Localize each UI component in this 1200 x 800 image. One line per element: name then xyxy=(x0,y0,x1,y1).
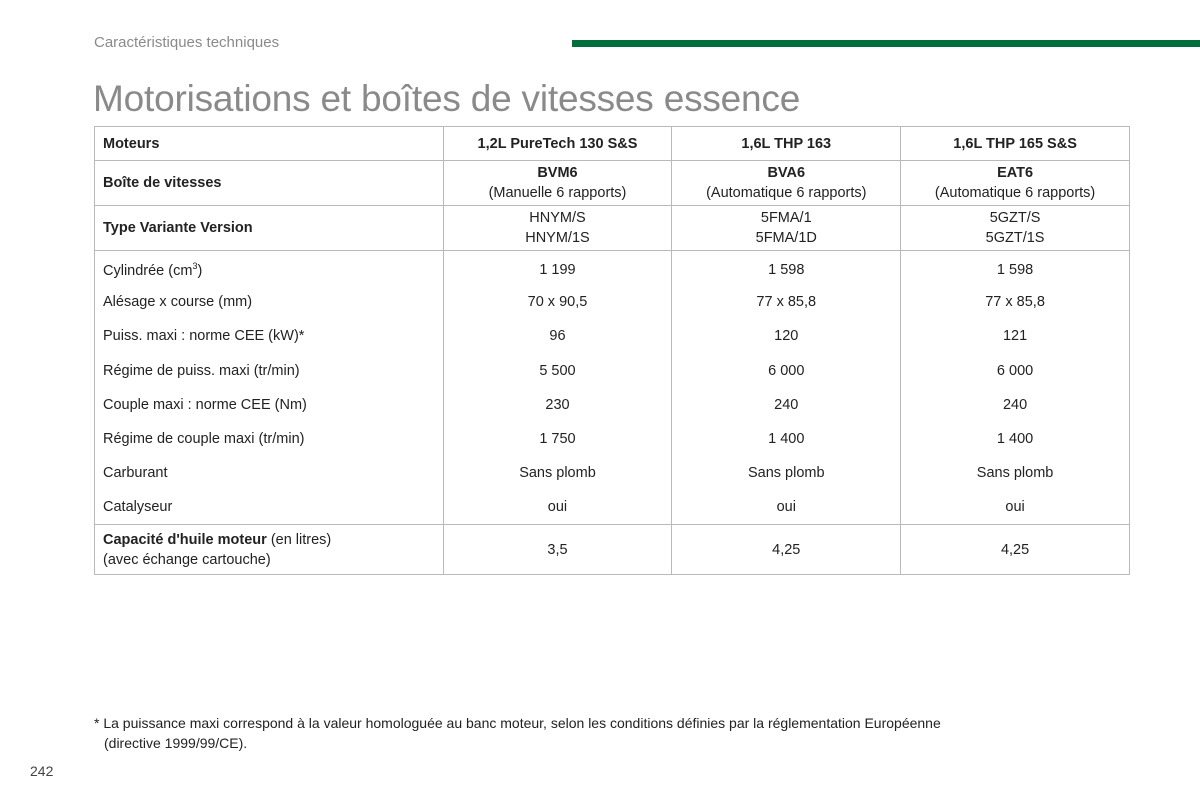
row-value: Sans plomb xyxy=(443,456,672,490)
row-value: 6 000 xyxy=(672,353,901,387)
gearbox-label: Boîte de vitesses xyxy=(95,161,444,206)
row-value: 240 xyxy=(672,388,901,422)
row-value: 70 x 90,5 xyxy=(443,285,672,319)
row-value: Sans plomb xyxy=(672,456,901,490)
gearbox-description: (Automatique 6 rapports) xyxy=(706,185,867,201)
gearbox-row xyxy=(95,161,1130,206)
table-row xyxy=(95,251,1130,285)
oil-capacity-value: 3,5 xyxy=(443,525,672,575)
row-value: 6 000 xyxy=(901,353,1130,387)
row-value: 121 xyxy=(901,319,1130,353)
page-title: Motorisations et boîtes de vitesses essence xyxy=(93,78,801,119)
type-variant-label: Type Variante Version xyxy=(95,206,444,251)
row-value: oui xyxy=(443,491,672,525)
row-value: 1 598 xyxy=(901,251,1130,285)
gearbox-name: BVA6 xyxy=(767,165,806,181)
gearbox-name: EAT6 xyxy=(997,165,1034,181)
gearbox-name: BVM6 xyxy=(537,165,578,181)
type-variant-value: HNYM/1S xyxy=(525,230,590,246)
type-variant-value: 5GZT/S xyxy=(989,210,1041,226)
table-row xyxy=(95,319,1130,353)
oil-capacity-value: 4,25 xyxy=(672,525,901,575)
header-accent-bar xyxy=(572,40,1200,47)
engine-header-3: 1,6L THP 165 S&S xyxy=(901,127,1130,161)
row-value: 230 xyxy=(443,388,672,422)
engines-header: Moteurs xyxy=(95,127,444,161)
engine-header-1: 1,2L PureTech 130 S&S xyxy=(443,127,672,161)
footnote xyxy=(94,713,1094,753)
row-value: 96 xyxy=(443,319,672,353)
row-value: oui xyxy=(672,491,901,525)
gearbox-description: (Manuelle 6 rapports) xyxy=(488,185,627,201)
row-label: Puiss. maxi : norme CEE (kW)* xyxy=(95,319,444,353)
table-row xyxy=(95,422,1130,456)
row-value: oui xyxy=(901,491,1130,525)
gearbox-description: (Automatique 6 rapports) xyxy=(934,185,1096,201)
row-label xyxy=(95,251,444,285)
row-label: Régime de couple maxi (tr/min) xyxy=(95,422,444,456)
gearbox-cell xyxy=(672,161,901,206)
row-value: 1 400 xyxy=(672,422,901,456)
row-value: 77 x 85,8 xyxy=(901,285,1130,319)
footnote-line-1: * La puissance maxi correspond à la valeur homologuée au banc moteur, selon les conditions définies par la réglementation Européenne xyxy=(94,715,941,731)
section-label: Caractéristiques techniques xyxy=(94,34,280,51)
engine-header-2: 1,6L THP 163 xyxy=(672,127,901,161)
row-value: 1 750 xyxy=(443,422,672,456)
row-value: 77 x 85,8 xyxy=(672,285,901,319)
oil-capacity-label-unit: (en litres) xyxy=(266,531,332,548)
row-label-text: Cylindrée (cm xyxy=(103,262,193,279)
gearbox-cell xyxy=(901,161,1130,206)
table-row xyxy=(95,353,1130,387)
type-variant-value: HNYM/S xyxy=(529,210,586,226)
row-value: 1 199 xyxy=(443,251,672,285)
type-variant-value: 5FMA/1D xyxy=(755,230,817,246)
row-value: 120 xyxy=(672,319,901,353)
gearbox-cell xyxy=(443,161,672,206)
row-value: 1 598 xyxy=(672,251,901,285)
row-value: 5 500 xyxy=(443,353,672,387)
table-row xyxy=(95,456,1130,490)
page-number: 242 xyxy=(30,763,54,779)
type-variant-cell xyxy=(443,206,672,251)
row-value: 240 xyxy=(901,388,1130,422)
oil-capacity-value: 4,25 xyxy=(901,525,1130,575)
oil-capacity-label xyxy=(95,525,444,575)
table-row xyxy=(95,388,1130,422)
row-value: Sans plomb xyxy=(901,456,1130,490)
footnote-line-2: (directive 1999/99/CE). xyxy=(104,735,248,751)
oil-capacity-label-note: (avec échange cartouche) xyxy=(103,551,271,568)
row-label: Carburant xyxy=(95,456,444,490)
row-label: Catalyseur xyxy=(95,491,444,525)
oil-capacity-row xyxy=(95,525,1130,575)
table-row xyxy=(95,491,1130,525)
engine-specs-table xyxy=(94,126,1130,575)
type-variant-cell xyxy=(901,206,1130,251)
row-label-superscript: 3 xyxy=(192,260,198,271)
row-label: Alésage x course (mm) xyxy=(95,285,444,319)
type-variant-value: 5GZT/1S xyxy=(985,230,1045,246)
row-label: Régime de puiss. maxi (tr/min) xyxy=(95,353,444,387)
row-value: 1 400 xyxy=(901,422,1130,456)
table-row xyxy=(95,285,1130,319)
oil-capacity-label-bold: Capacité d'huile moteur xyxy=(103,531,267,548)
row-label: Couple maxi : norme CEE (Nm) xyxy=(95,388,444,422)
table-header-row xyxy=(95,127,1130,161)
row-label-suffix: ) xyxy=(197,262,203,279)
type-variant-value: 5FMA/1 xyxy=(760,210,812,226)
type-variant-cell xyxy=(672,206,901,251)
type-variant-row xyxy=(95,206,1130,251)
